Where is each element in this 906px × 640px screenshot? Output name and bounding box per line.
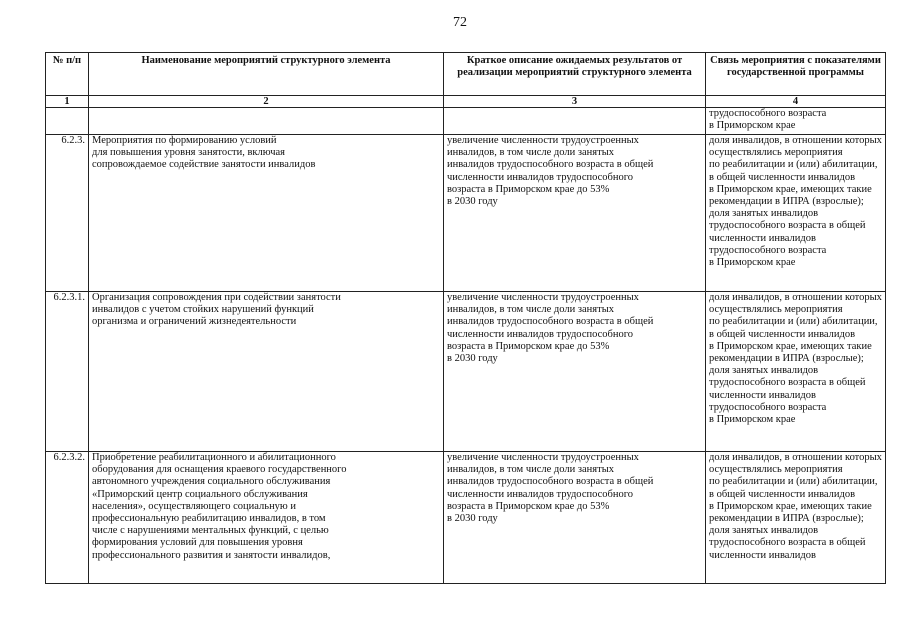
row-measure-name: Мероприятия по формированию условий для повышения уровня занятости, включая сопровождаемое содействие занятости инвалидов — [89, 135, 444, 292]
row-number — [46, 108, 89, 135]
header-program-indicators: Связь мероприятия с показателями государственной программы — [706, 53, 886, 96]
header-number: № п/п — [46, 53, 89, 96]
column-number: 2 — [89, 96, 444, 108]
table-header-row — [46, 53, 886, 96]
column-number: 1 — [46, 96, 89, 108]
column-number: 4 — [706, 96, 886, 108]
table-row — [46, 452, 886, 584]
column-number: 3 — [444, 96, 706, 108]
row-expected-result — [444, 108, 706, 135]
row-indicator: доля инвалидов, в отношении которых осуществлялись мероприятия по реабилитации и (или) абилитации, в общей численности инвалидов в Приморском крае, имеющих такие рекомендации в ИПРА (взрослые); доля занятых инвалидов трудоспособного возраста в общей численности инвалидов — [706, 452, 886, 584]
row-indicator: доля инвалидов, в отношении которых осуществлялись мероприятия по реабилитации и (или) абилитации, в общей численности инвалидов в Приморском крае, имеющих такие рекомендации в ИПРА (взрослые); доля занятых инвалидов трудоспособного возраста в общей численности инвалидов трудоспособного возраста в Приморском крае — [706, 135, 886, 292]
table-row — [46, 135, 886, 292]
page-number: 72 — [453, 15, 467, 30]
row-measure-name: Организация сопровождения при содействии занятости инвалидов с учетом стойких нарушений функций организма и ограничений жизнедеятельности — [89, 292, 444, 452]
row-indicator: доля инвалидов, в отношении которых осуществлялись мероприятия по реабилитации и (или) абилитации, в общей численности инвалидов в Приморском крае, имеющих такие рекомендации в ИПРА (взрослые); доля занятых инвалидов трудоспособного возраста в общей численности инвалидов трудоспособного возраста в Приморском крае — [706, 292, 886, 452]
row-indicator: трудоспособного возраста в Приморском крае — [706, 108, 886, 135]
row-expected-result: увеличение численности трудоустроенных инвалидов, в том числе доли занятых инвалидов трудоспособного возраста в общей численности инвалидов трудоспособного возраста в Приморском крае до 53% в 2030 году — [444, 292, 706, 452]
table-row-continuation — [46, 108, 886, 135]
row-measure-name: Приобретение реабилитационного и абилитационного оборудования для оснащения краевого государственного автономного учреждения социального обслуживания «Приморский центр социального обслуживания населения», осуществляющего социальную и профессиональную реабилитацию инвалидов, в том числе с нарушениями ментальных функций, с целью формирования условий для повышения уровня профессионального развития и занятости инвалидов, — [89, 452, 444, 584]
row-expected-result: увеличение численности трудоустроенных инвалидов, в том числе доли занятых инвалидов трудоспособного возраста в общей численности инвалидов трудоспособного возраста в Приморском крае до 53% в 2030 году — [444, 135, 706, 292]
table-row — [46, 292, 886, 452]
header-measure-name: Наименование мероприятий структурного элемента — [89, 53, 444, 96]
row-number: 6.2.3.1. — [46, 292, 89, 452]
row-measure-name — [89, 108, 444, 135]
row-expected-result: увеличение численности трудоустроенных инвалидов, в том числе доли занятых инвалидов трудоспособного возраста в общей численности инвалидов трудоспособного возраста в Приморском крае до 53% в 2030 году — [444, 452, 706, 584]
row-number: 6.2.3.2. — [46, 452, 89, 584]
column-number-row — [46, 96, 886, 108]
measures-table — [45, 52, 886, 584]
header-expected-results: Краткое описание ожидаемых результатов от реализации мероприятий структурного элемента — [444, 53, 706, 96]
row-number: 6.2.3. — [46, 135, 89, 292]
